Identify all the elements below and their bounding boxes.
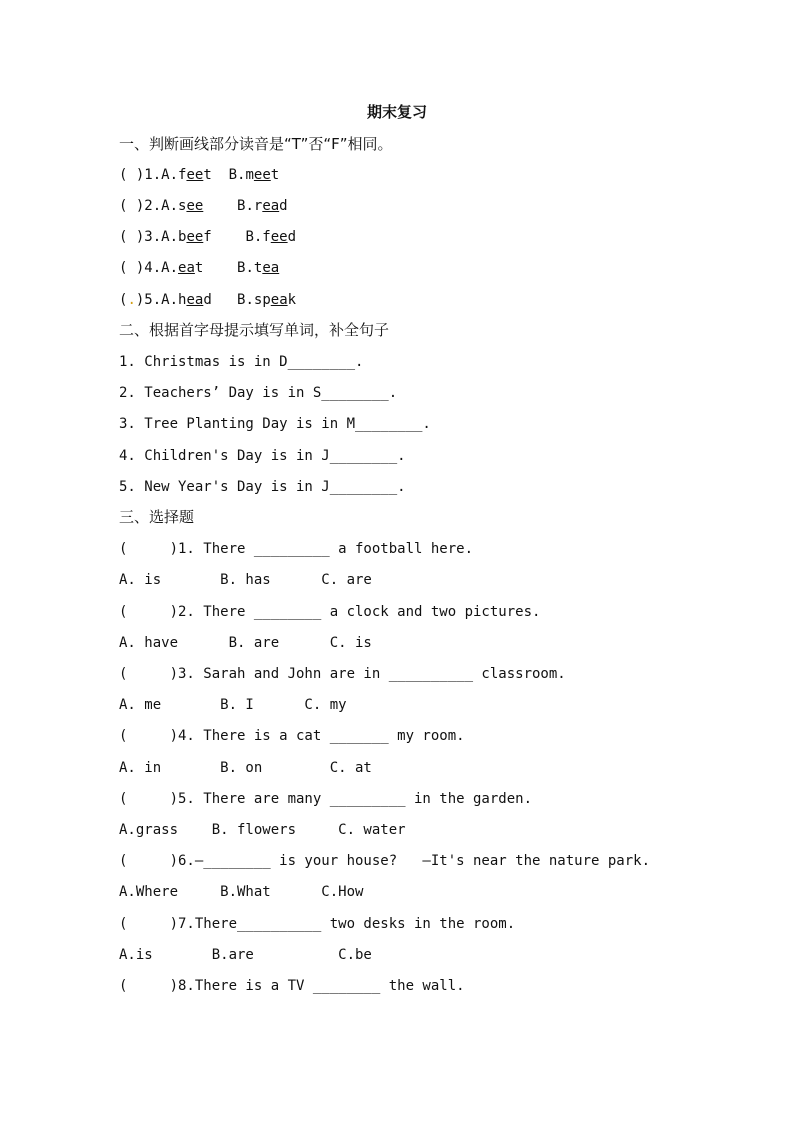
question-7: ( )7.There__________ two desks in the room. bbox=[119, 916, 516, 932]
question-5-options: A.grass B. flowers C. water bbox=[119, 822, 406, 838]
section1-heading: 一、判断画线部分读音是“T”否“F”相同。 bbox=[119, 135, 393, 153]
section1-item-4: ( )4.A.eat B.tea bbox=[119, 260, 280, 276]
question-3-options: A. me B. I C. my bbox=[119, 697, 347, 713]
question-2-options: A. have B. are C. is bbox=[119, 635, 372, 651]
question-6-options: A.Where B.What C.How bbox=[119, 884, 364, 900]
section2-item-5: 5. New Year's Day is in J________. bbox=[119, 479, 406, 495]
question-6: ( )6.—________ is your house? —It's near the nature park. bbox=[119, 853, 651, 869]
question-3: ( )3. Sarah and John are in __________ classroom. bbox=[119, 666, 566, 682]
section3-heading: 三、选择题 bbox=[119, 508, 195, 526]
question-5: ( )5. There are many _________ in the garden. bbox=[119, 791, 533, 807]
section1-item-3: ( )3.A.beef B.feed bbox=[119, 229, 297, 245]
section2-heading: 二、根据首字母提示填写单词，补全句子 bbox=[119, 321, 390, 339]
section1-item-2: ( )2.A.see B.read bbox=[119, 198, 288, 214]
question-2: ( )2. There ________ a clock and two pictures. bbox=[119, 604, 541, 620]
section2-item-2: 2. Teachers’ Day is in S________. bbox=[119, 385, 398, 401]
section2-item-1: 1. Christmas is in D________. bbox=[119, 354, 364, 370]
question-1: ( )1. There _________ a football here. bbox=[119, 541, 474, 557]
section1-item-1: ( )1.A.feet B.meet bbox=[119, 167, 280, 183]
question-1-options: A. is B. has C. are bbox=[119, 572, 372, 588]
question-4: ( )4. There is a cat _______ my room. bbox=[119, 728, 465, 744]
section2-item-3: 3. Tree Planting Day is in M________. bbox=[119, 416, 431, 432]
question-8: ( )8.There is a TV ________ the wall. bbox=[119, 978, 465, 994]
question-7-options: A.is B.are C.be bbox=[119, 947, 372, 963]
page-title: 期末复习 bbox=[366, 103, 427, 121]
question-4-options: A. in B. on C. at bbox=[119, 760, 372, 776]
section1-item-5: (.)5.A.head B.speak bbox=[119, 292, 297, 308]
section2-item-4: 4. Children's Day is in J________. bbox=[119, 448, 406, 464]
